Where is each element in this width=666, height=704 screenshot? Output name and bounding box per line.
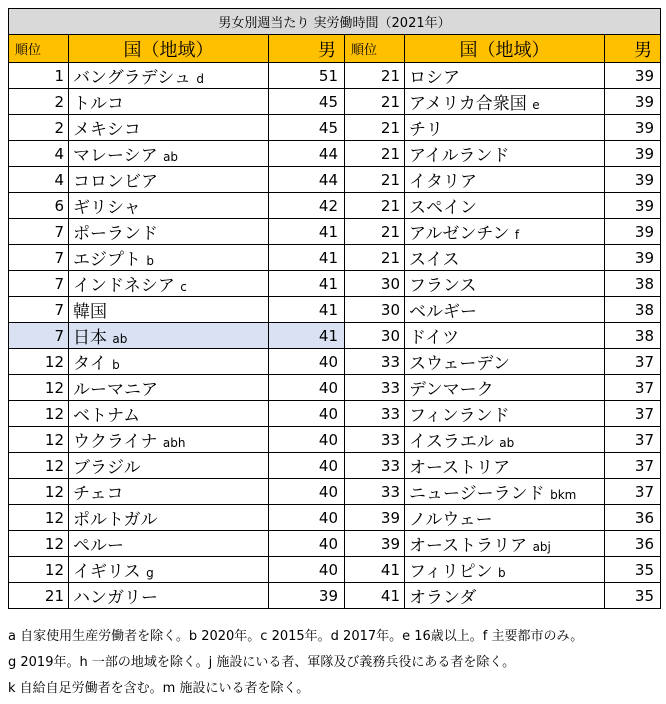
- country-cell: [405, 427, 605, 453]
- country-name: ルーマニア: [73, 380, 158, 400]
- male-hours-cell: 40: [269, 401, 345, 427]
- country-name: ギリシャ: [73, 198, 141, 218]
- country-cell: [69, 63, 269, 89]
- rank-cell: 7: [9, 323, 69, 349]
- table-row: [9, 167, 661, 193]
- country-name: チェコ: [73, 484, 124, 504]
- country-cell: [405, 115, 605, 141]
- country-cell: [69, 401, 269, 427]
- male-hours-cell: 40: [269, 505, 345, 531]
- country-name: アイルランド: [409, 146, 510, 166]
- country-name: インドネシア: [73, 276, 175, 296]
- male-hours-cell: 41: [269, 271, 345, 297]
- rank-cell: 7: [9, 297, 69, 323]
- country-cell: [69, 219, 269, 245]
- country-cell: [69, 89, 269, 115]
- country-cell: [69, 375, 269, 401]
- country-cell: [405, 219, 605, 245]
- country-note: g: [146, 566, 154, 580]
- footnotes: [8, 624, 660, 702]
- country-cell: [405, 349, 605, 375]
- male-hours-cell: 40: [269, 427, 345, 453]
- country-name: イスラエル: [409, 432, 494, 452]
- country-cell: [69, 453, 269, 479]
- table-body: [9, 63, 661, 609]
- country-note: ab: [163, 150, 179, 164]
- country-cell: [405, 167, 605, 193]
- male-hours-cell: 39: [605, 245, 661, 271]
- rank-cell: 21: [345, 115, 405, 141]
- country-name: イギリス: [73, 562, 141, 582]
- country-note: c: [180, 280, 187, 294]
- rank-cell: 33: [345, 375, 405, 401]
- male-hours-cell: 39: [605, 167, 661, 193]
- country-cell: [69, 323, 269, 349]
- rank-cell: 4: [9, 141, 69, 167]
- male-hours-cell: 37: [605, 349, 661, 375]
- country-note: bkm: [550, 488, 577, 502]
- table-row: [9, 297, 661, 323]
- country-note: b: [112, 358, 120, 372]
- table-row: [9, 89, 661, 115]
- country-name: ウクライナ: [73, 432, 158, 452]
- rank-cell: 21: [345, 167, 405, 193]
- male-hours-cell: 39: [605, 193, 661, 219]
- male-hours-cell: 37: [605, 375, 661, 401]
- rank-cell: 12: [9, 531, 69, 557]
- country-cell: [405, 245, 605, 271]
- header-male-right: 男: [605, 35, 661, 63]
- country-name: アメリカ合衆国: [409, 94, 527, 114]
- rank-cell: 21: [345, 89, 405, 115]
- male-hours-cell: 39: [605, 219, 661, 245]
- rank-cell: 12: [9, 427, 69, 453]
- country-name: ベルギー: [409, 302, 477, 322]
- male-hours-cell: 42: [269, 193, 345, 219]
- country-cell: [69, 479, 269, 505]
- country-note: ab: [499, 436, 515, 450]
- rank-cell: 7: [9, 219, 69, 245]
- header-row: [9, 35, 661, 63]
- male-hours-cell: 45: [269, 89, 345, 115]
- rank-cell: 33: [345, 427, 405, 453]
- country-name: オランダ: [409, 588, 477, 608]
- country-name: オーストラリア: [409, 536, 528, 556]
- male-hours-cell: 37: [605, 427, 661, 453]
- country-name: ハンガリー: [73, 588, 158, 608]
- country-name: ポーランド: [73, 224, 158, 244]
- male-hours-cell: 41: [269, 219, 345, 245]
- rank-cell: 2: [9, 115, 69, 141]
- country-cell: [69, 115, 269, 141]
- table-row: [9, 401, 661, 427]
- country-cell: [69, 193, 269, 219]
- country-name: ニュージーランド: [409, 484, 545, 504]
- country-name: ブラジル: [73, 458, 141, 478]
- country-name: フィンランド: [409, 406, 510, 426]
- male-hours-cell: 40: [269, 453, 345, 479]
- country-name: チリ: [409, 120, 443, 140]
- rank-cell: 21: [345, 245, 405, 271]
- country-name: タイ: [73, 354, 107, 374]
- header-country-right: 国（地域）: [405, 35, 605, 63]
- country-note: d: [196, 72, 205, 86]
- table-row: [9, 271, 661, 297]
- rank-cell: 39: [345, 505, 405, 531]
- rank-cell: 7: [9, 271, 69, 297]
- country-name: トルコ: [73, 94, 124, 114]
- country-cell: [405, 63, 605, 89]
- rank-cell: 41: [345, 557, 405, 583]
- male-hours-cell: 38: [605, 323, 661, 349]
- table-row: [9, 219, 661, 245]
- country-note: e: [532, 98, 540, 112]
- country-name: コロンビア: [73, 172, 158, 192]
- rank-cell: 1: [9, 63, 69, 89]
- country-name: 日本: [73, 328, 107, 348]
- country-name: アルゼンチン: [409, 224, 510, 244]
- male-hours-cell: 39: [605, 141, 661, 167]
- country-note: f: [514, 228, 520, 242]
- country-cell: [405, 557, 605, 583]
- country-cell: [405, 375, 605, 401]
- rank-cell: 12: [9, 349, 69, 375]
- male-hours-cell: 40: [269, 349, 345, 375]
- male-hours-cell: 40: [269, 557, 345, 583]
- rank-cell: 30: [345, 271, 405, 297]
- rank-cell: 33: [345, 453, 405, 479]
- table-row: [9, 505, 661, 531]
- male-hours-cell: 45: [269, 115, 345, 141]
- work-hours-sheet: [8, 8, 660, 609]
- rank-cell: 21: [345, 63, 405, 89]
- table-row: [9, 141, 661, 167]
- country-note: ab: [112, 332, 128, 346]
- country-name: バングラデシュ: [73, 68, 191, 88]
- country-note: abh: [162, 436, 186, 450]
- rank-cell: 12: [9, 479, 69, 505]
- male-hours-cell: 39: [605, 89, 661, 115]
- footnote-line: k 自給自足労働者を含む。m 施設にいる者を除く。: [8, 681, 310, 696]
- male-hours-cell: 39: [605, 115, 661, 141]
- male-hours-cell: 40: [269, 531, 345, 557]
- country-name: メキシコ: [73, 120, 141, 140]
- country-name: オーストリア: [409, 458, 511, 478]
- work-hours-table: [8, 8, 661, 609]
- table-row: [9, 531, 661, 557]
- table-row: [9, 375, 661, 401]
- table-title: 男女別週当たり 実労働時間（2021年）: [9, 9, 661, 35]
- country-cell: [69, 245, 269, 271]
- male-hours-cell: 37: [605, 453, 661, 479]
- country-name: フィリピン: [409, 562, 493, 582]
- country-cell: [405, 401, 605, 427]
- country-name: ロシア: [409, 68, 460, 88]
- country-name: 韓国: [73, 302, 107, 322]
- male-hours-cell: 36: [605, 531, 661, 557]
- male-hours-cell: 37: [605, 401, 661, 427]
- male-hours-cell: 41: [269, 323, 345, 349]
- header-male-left: 男: [269, 35, 345, 63]
- male-hours-cell: 41: [269, 297, 345, 323]
- country-cell: [69, 505, 269, 531]
- country-cell: [69, 271, 269, 297]
- male-hours-cell: 39: [269, 583, 345, 609]
- footnote-line: a 自家使用生産労働者を除く。b 2020年。c 2015年。d 2017年。e 16歳以上。f 主要都市のみ。: [8, 629, 584, 644]
- header-rank-right: 順位: [345, 35, 405, 63]
- table-row: [9, 193, 661, 219]
- country-name: イタリア: [409, 172, 477, 192]
- country-cell: [405, 297, 605, 323]
- country-name: ペルー: [73, 536, 124, 556]
- country-cell: [69, 141, 269, 167]
- rank-cell: 21: [9, 583, 69, 609]
- rank-cell: 33: [345, 479, 405, 505]
- country-cell: [405, 583, 605, 609]
- country-name: マレーシア: [73, 146, 158, 166]
- rank-cell: 12: [9, 505, 69, 531]
- country-cell: [405, 531, 605, 557]
- country-name: デンマーク: [409, 380, 494, 400]
- male-hours-cell: 37: [605, 479, 661, 505]
- country-note: b: [498, 566, 506, 580]
- country-name: ノルウェー: [409, 510, 493, 530]
- table-row: [9, 245, 661, 271]
- country-name: ベトナム: [73, 406, 141, 426]
- country-cell: [405, 323, 605, 349]
- country-name: スペイン: [409, 198, 477, 218]
- rank-cell: 41: [345, 583, 405, 609]
- table-row: [9, 557, 661, 583]
- male-hours-cell: 40: [269, 479, 345, 505]
- country-note: abj: [532, 540, 551, 554]
- table-row: [9, 115, 661, 141]
- rank-cell: 21: [345, 219, 405, 245]
- rank-cell: 12: [9, 453, 69, 479]
- male-hours-cell: 38: [605, 297, 661, 323]
- rank-cell: 33: [345, 349, 405, 375]
- country-cell: [69, 427, 269, 453]
- rank-cell: 30: [345, 323, 405, 349]
- table-row: [9, 583, 661, 609]
- country-name: ポルトガル: [73, 510, 158, 530]
- rank-cell: 2: [9, 89, 69, 115]
- rank-cell: 12: [9, 557, 69, 583]
- table-row: [9, 453, 661, 479]
- country-note: b: [146, 254, 155, 268]
- rank-cell: 12: [9, 375, 69, 401]
- footnote-line: g 2019年。h 一部の地域を除く。j 施設にいる者、軍隊及び義務兵役にある者を除く。: [8, 655, 516, 670]
- country-cell: [405, 141, 605, 167]
- rank-cell: 21: [345, 193, 405, 219]
- country-name: スイス: [409, 250, 460, 270]
- header-rank-left: 順位: [9, 35, 69, 63]
- rank-cell: 33: [345, 401, 405, 427]
- country-cell: [69, 583, 269, 609]
- country-name: エジプト: [73, 250, 141, 270]
- male-hours-cell: 35: [605, 557, 661, 583]
- country-cell: [405, 453, 605, 479]
- country-cell: [69, 167, 269, 193]
- male-hours-cell: 39: [605, 63, 661, 89]
- table-row: [9, 323, 661, 349]
- rank-cell: 6: [9, 193, 69, 219]
- table-row: [9, 349, 661, 375]
- title-row: [9, 9, 661, 35]
- country-cell: [69, 531, 269, 557]
- header-country-left: 国（地域）: [69, 35, 269, 63]
- male-hours-cell: 38: [605, 271, 661, 297]
- male-hours-cell: 36: [605, 505, 661, 531]
- country-cell: [405, 505, 605, 531]
- country-cell: [69, 349, 269, 375]
- country-name: スウェーデン: [409, 354, 510, 374]
- rank-cell: 7: [9, 245, 69, 271]
- rank-cell: 4: [9, 167, 69, 193]
- rank-cell: 21: [345, 141, 405, 167]
- country-cell: [69, 557, 269, 583]
- country-name: フランス: [409, 276, 477, 296]
- male-hours-cell: 41: [269, 245, 345, 271]
- rank-cell: 39: [345, 531, 405, 557]
- male-hours-cell: 51: [269, 63, 345, 89]
- table-row: [9, 479, 661, 505]
- male-hours-cell: 44: [269, 167, 345, 193]
- table-row: [9, 63, 661, 89]
- country-cell: [405, 89, 605, 115]
- male-hours-cell: 35: [605, 583, 661, 609]
- table-row: [9, 427, 661, 453]
- country-cell: [405, 479, 605, 505]
- country-cell: [69, 297, 269, 323]
- country-cell: [405, 193, 605, 219]
- rank-cell: 12: [9, 401, 69, 427]
- rank-cell: 30: [345, 297, 405, 323]
- male-hours-cell: 40: [269, 375, 345, 401]
- country-cell: [405, 271, 605, 297]
- male-hours-cell: 44: [269, 141, 345, 167]
- country-name: ドイツ: [409, 328, 460, 348]
